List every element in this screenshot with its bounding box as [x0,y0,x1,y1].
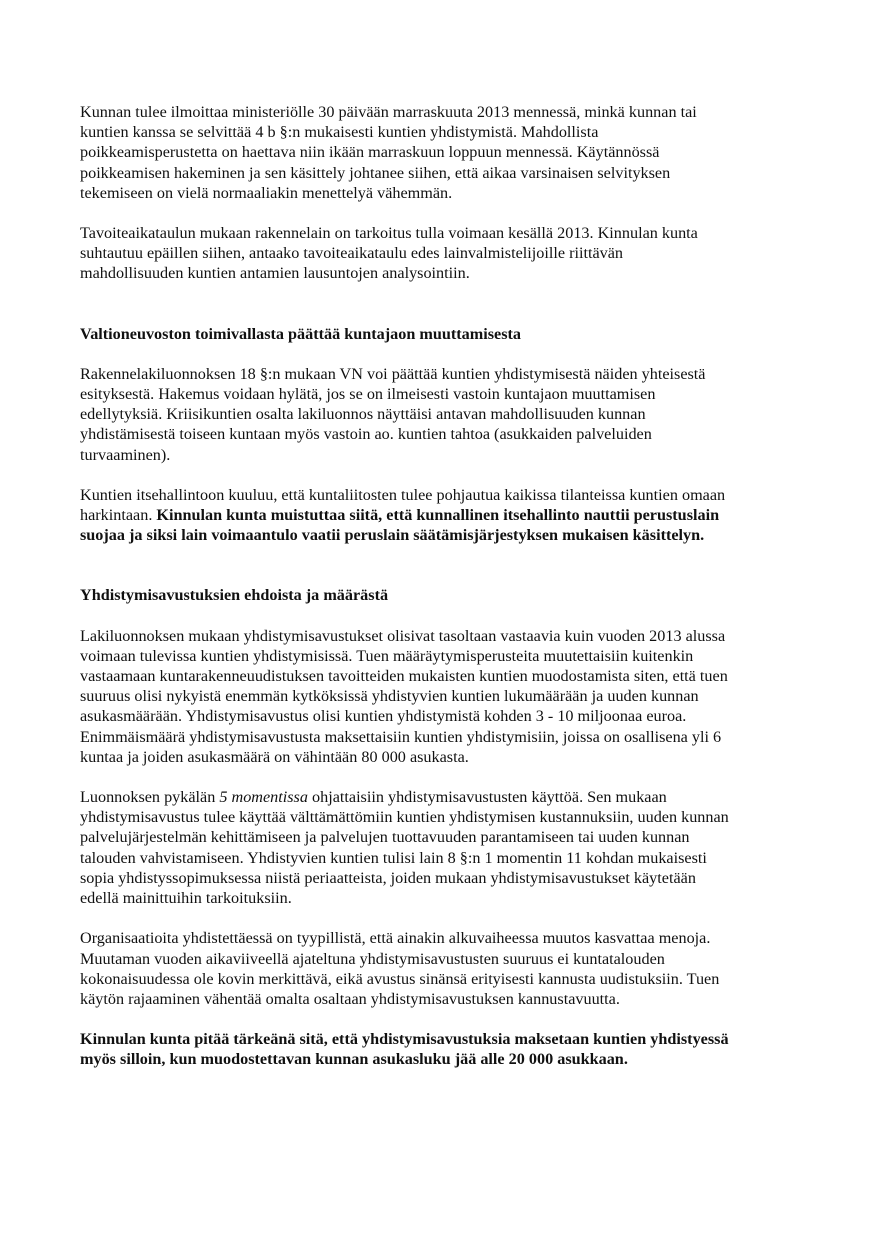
text-line: turvaaminen). [80,445,171,464]
text-line: poikkeamisperustetta on haettava niin ikään marraskuun loppuun mennessä. Käytännössä [80,143,660,162]
text-line: kuntien kanssa se selvittää 4 b §:n mukaisesti kuntien yhdistymistä. Mahdollista [80,123,599,142]
text-line: yhdistämisestä toiseen kuntaan myös vastoin ao. kuntien tahtoa (asukkaiden palveluiden [80,425,652,444]
text-line: Tavoiteaikataulun mukaan rakennelain on tarkoitus tulla voimaan kesällä 2013. Kinnulan kunta [80,224,698,243]
text-line: esityksestä. Hakemus voidaan hylätä, jos se on ilmeisesti vastoin kuntajaon muuttamisen [80,385,656,404]
text-line: suhtautuu epäillen siihen, antaako tavoiteaikataulu edes lainvalmistelijoille riittävän [80,244,624,263]
italic-reference: 5 momentissa [219,788,308,807]
text-line: ohjattaisiin yhdistymisavustusten käyttöä. Sen mukaan [307,788,667,807]
section-heading-merger-grants: Yhdistymisavustuksien ehdoista ja määrästä [80,586,389,605]
paragraph-schedule [80,223,800,284]
paragraph-section-18 [80,364,800,465]
text-line: palvelujärjestelmän kehittämiseen ja palvelujen tuottavuuden parantamiseen tai uuden kunnan [80,828,690,847]
emphasis-statement: suojaa ja siksi lain voimaantulo vaatii peruslain säätämisjärjestyksen mukaisen käsittelyn. [80,526,705,545]
text-line: kuntaa ja joiden asukasmäärä on vähintään 80 000 asukasta. [80,747,469,766]
text-line: mahdollisuuden kuntien antamien lausuntojen analysointiin. [80,264,470,283]
document-body [80,102,800,1070]
text-line: edellä mainittuihin tarkoituksiin. [80,889,292,908]
text-line: Muutaman vuoden aikaviiveellä ajateltuna yhdistymisavustusten suuruus ei kuntatalouden [80,949,665,968]
text-line: Luonnoksen pykälän [80,788,220,807]
paragraph-notification-deadline [80,102,800,203]
text-line: edellytyksiä. Kriisikuntien osalta lakiluonnos näyttäisi antavan mahdollisuuden kunnan [80,405,646,424]
text-line: asukasmäärään. Yhdistymisavustus olisi kuntien yhdistymistä kohden 3 - 10 miljoonaa euroa. [80,707,687,726]
text-line: harkintaan. [80,506,157,525]
paragraph-grant-usage [80,787,800,908]
emphasis-statement: Kinnulan kunta pitää tärkeänä sitä, että yhdistymisavustuksia maksetaan kuntien yhdistyessä [80,1030,729,1049]
text-line: tekemiseen on vielä normaaliakin menettelyä vähemmän. [80,183,453,202]
text-line: sopia yhdistyssopimuksessa niistä periaatteista, joiden mukaan yhdistymisavustukset käytetään [80,868,696,887]
text-line: Kuntien itsehallintoon kuuluu, että kuntaliitosten tulee pohjautua kaikissa tilanteissa kuntien omaan [80,485,726,504]
text-line: Lakiluonnoksen mukaan yhdistymisavustukset olisivat tasoltaan vastaavia kuin vuoden 2013 alussa [80,626,726,645]
text-line: vastaamaan kuntarakenneuudistuksen tavoitteiden mukaisten kuntien muodostamista siten, että tuen [80,667,728,686]
text-line: poikkeamisen hakeminen ja sen käsittely johtanee siihen, että aikaa varsinaisen selvityksen [80,163,671,182]
text-line: Enimmäismäärä yhdistymisavustusta maksettaisiin kuntien yhdistymisiin, joissa on osallisena yli 6 [80,727,722,746]
text-line: yhdistymisavustus tulee käyttää välttämättömiin kuntien yhdistymisen kustannuksiin, uuden kunnan [80,808,729,827]
text-line: talouden vahvistamiseen. Yhdistyvien kuntien tulisi lain 8 §:n 1 momentin 11 kohdan mukaisesti [80,848,707,867]
paragraph-grant-levels [80,626,800,767]
text-line: suuruus olisi nykyistä enemmän kytköksissä yhdistyvien kuntien lukumäärään ja uuden kunnan [80,687,699,706]
text-line: käytön rajaaminen vähentää omalta osaltaan yhdistymisavustuksen kannustavuutta. [80,989,620,1008]
emphasis-statement: Kinnulan kunta muistuttaa siitä, että kunnallinen itsehallinto nauttii perustuslain [156,506,720,525]
paragraph-self-government [80,485,800,546]
text-line: voimaan tulevissa kuntien yhdistymisissä. Tuen määräytymisperusteita muutettaisiin kuitenkin [80,646,694,665]
text-line: Kunnan tulee ilmoittaa ministeriölle 30 päivään marraskuuta 2013 mennessä, minkä kunnan tai [80,103,697,121]
section-heading-government-authority: Valtioneuvoston toimivallasta päättää kuntajaon muuttamisesta [80,324,521,343]
text-line: Organisaatioita yhdistettäessä on tyypillistä, että ainakin alkuvaiheessa muutos kasvattaa menoja. [80,929,711,948]
text-line: Rakennelakiluonnoksen 18 §:n mukaan VN voi päättää kuntien yhdistymisestä näiden yhteisestä [80,364,706,383]
text-line: kokonaisuudessa ole kovin merkittävä, eikä avustus sinänsä erityisesti kannusta uudistuksiin. Tuen [80,969,720,988]
paragraph-organisation-costs [80,928,800,1009]
paragraph-conclusion [80,1029,800,1069]
emphasis-statement: myös silloin, kun muodostettavan kunnan asukasluku jää alle 20 000 asukkaan. [80,1050,628,1069]
